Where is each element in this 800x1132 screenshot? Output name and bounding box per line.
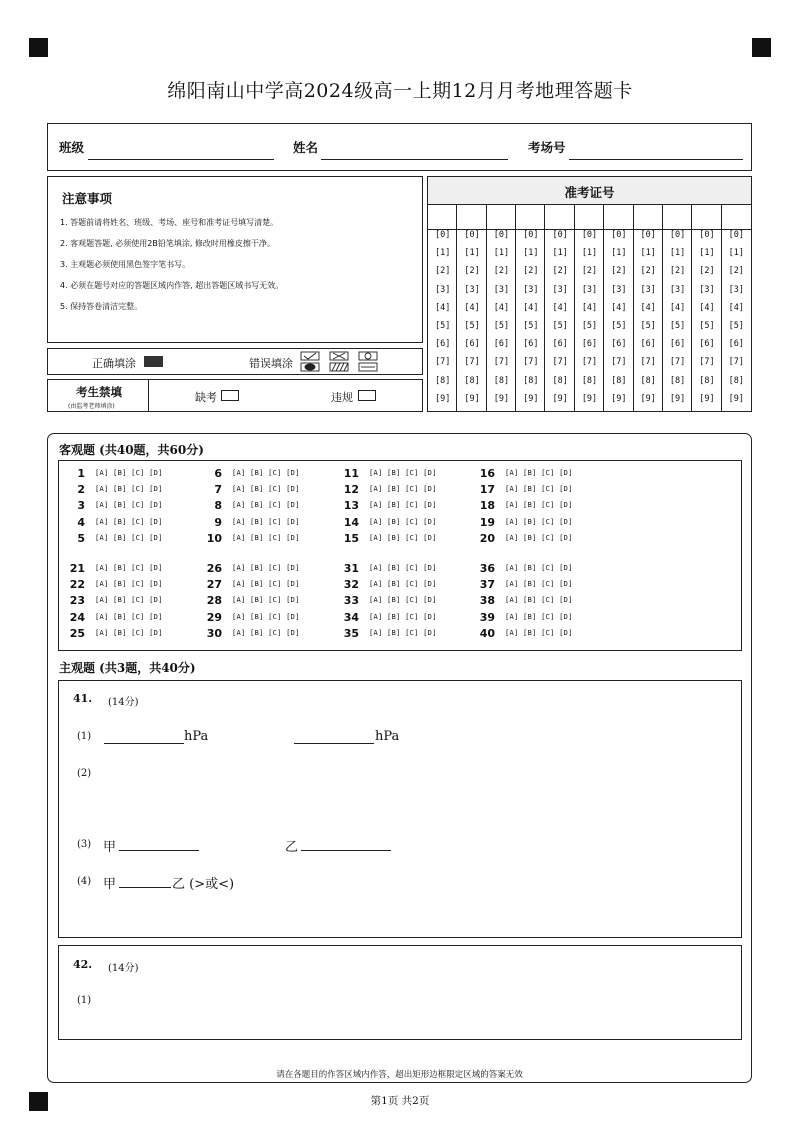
- admission-digit-bubble[interactable]: [3]: [669, 284, 686, 295]
- answer-options-abcd[interactable]: [A] [B] [C] [D]: [232, 533, 300, 542]
- admission-digit-bubble[interactable]: [2]: [669, 266, 686, 277]
- q41-part1-blank2[interactable]: [294, 743, 374, 744]
- absent-label: 缺考: [195, 391, 217, 404]
- q42-score: (14分): [108, 963, 139, 974]
- admission-digit-bubble[interactable]: [7]: [611, 357, 627, 368]
- admission-digit-bubble[interactable]: [5]: [640, 321, 656, 331]
- admission-digit-bubble[interactable]: [1]: [464, 248, 480, 259]
- question-number: 29: [206, 610, 222, 624]
- answer-options-abcd[interactable]: [A] [B] [C] [D]: [95, 485, 163, 494]
- admission-digit-bubble[interactable]: [5]: [435, 321, 451, 331]
- admission-digit-bubble[interactable]: [0]: [493, 230, 510, 240]
- answer-options-abcd[interactable]: [A] [B] [C] [D]: [232, 501, 300, 510]
- q41-part4-blank[interactable]: [119, 887, 171, 888]
- q41-part3-blank-yi[interactable]: [301, 850, 391, 851]
- admission-digit-bubble[interactable]: [6]: [611, 339, 627, 350]
- admission-digit-bubble[interactable]: [4]: [728, 302, 744, 313]
- question-number: 37: [479, 578, 495, 592]
- question-number: 7: [214, 483, 222, 497]
- wrong-fill-samples-icon: [300, 351, 382, 373]
- objective-grid: [58, 460, 742, 651]
- admission-digit-bubble[interactable]: [1]: [581, 248, 598, 259]
- q41-part3-label: (3): [77, 839, 92, 850]
- note-item: 2. 客观题答题, 必须使用2B铅笔填涂, 修改时用橡皮擦干净。: [60, 239, 275, 248]
- admission-digit-bubble[interactable]: [3]: [581, 284, 598, 295]
- question-number: 28: [206, 594, 222, 608]
- q41-part3-yi: 乙: [285, 840, 299, 855]
- admission-digit-bubble[interactable]: [0]: [523, 230, 539, 240]
- question-number: 13: [343, 499, 359, 513]
- question-number: 12: [343, 483, 359, 497]
- question-number: 35: [343, 626, 359, 640]
- admission-digit-bubble[interactable]: [0]: [699, 230, 715, 240]
- admission-digit-bubble[interactable]: [3]: [523, 284, 539, 295]
- admission-digit-bubble[interactable]: [8]: [435, 375, 451, 386]
- answer-options-abcd[interactable]: [A] [B] [C] [D]: [369, 469, 437, 477]
- admission-digit-bubble[interactable]: [4]: [523, 302, 539, 313]
- admission-heading: 准考证号: [564, 185, 615, 200]
- admission-digit-bubble[interactable]: [7]: [552, 357, 568, 368]
- admission-digit-bubble[interactable]: [8]: [611, 375, 627, 386]
- q41-number: 41.: [73, 692, 93, 705]
- admission-digit-bubble[interactable]: [3]: [464, 284, 480, 295]
- notes-heading: 注意事项: [62, 191, 113, 206]
- admission-digit-bubble[interactable]: [8]: [581, 375, 598, 386]
- answer-options-abcd[interactable]: [A] [B] [C] [D]: [232, 596, 300, 605]
- answer-options-abcd[interactable]: [A] [B] [C] [D]: [505, 485, 573, 494]
- admission-digit-bubble[interactable]: [3]: [552, 284, 568, 295]
- admission-number-box: [427, 176, 752, 412]
- question-number: 34: [343, 610, 359, 624]
- admission-digit-bubble[interactable]: [6]: [640, 339, 656, 350]
- answer-options-abcd[interactable]: [A] [B] [C] [D]: [232, 485, 300, 494]
- q41-part4-jia: 甲: [103, 877, 117, 892]
- admission-digit-bubble[interactable]: [9]: [435, 393, 451, 404]
- admission-digit-bubble[interactable]: [8]: [552, 375, 568, 386]
- answer-options-abcd[interactable]: [A] [B] [C] [D]: [369, 564, 437, 572]
- answer-options-abcd[interactable]: [A] [B] [C] [D]: [369, 628, 437, 637]
- page-title: 绵阳南山中学高2024级高一上期12月月考地理答题卡: [167, 80, 633, 102]
- question-number: 18: [479, 499, 495, 513]
- admission-digit-bubble[interactable]: [6]: [728, 339, 744, 350]
- question-number: 33: [343, 594, 359, 608]
- answer-options-abcd[interactable]: [A] [B] [C] [D]: [95, 517, 163, 526]
- answer-options-abcd[interactable]: [A] [B] [C] [D]: [369, 596, 437, 605]
- admission-digit-bubble[interactable]: [5]: [581, 321, 598, 331]
- exam-room-label: 考场号: [528, 140, 566, 155]
- admission-digit-bubble[interactable]: [5]: [523, 321, 539, 331]
- admission-digit-bubble[interactable]: [2]: [640, 266, 656, 277]
- admission-digit-bubble[interactable]: [7]: [728, 357, 744, 368]
- question-number: 40: [479, 626, 495, 640]
- absent-checkbox[interactable]: [221, 390, 239, 401]
- question-number: 5: [77, 531, 85, 545]
- answer-options-abcd[interactable]: [A] [B] [C] [D]: [95, 469, 163, 477]
- answer-options-abcd[interactable]: [A] [B] [C] [D]: [232, 628, 300, 637]
- answer-options-abcd[interactable]: [A] [B] [C] [D]: [505, 501, 573, 510]
- admission-digit-bubble[interactable]: [4]: [493, 302, 510, 313]
- question-42-box[interactable]: [58, 945, 742, 1040]
- admission-digit-bubble[interactable]: [3]: [699, 284, 715, 295]
- admission-digit-bubble[interactable]: [6]: [493, 339, 510, 350]
- admission-digit-bubble[interactable]: [1]: [640, 248, 656, 259]
- admission-digit-bubble[interactable]: [3]: [435, 284, 451, 295]
- question-number: 4: [77, 515, 85, 529]
- answer-options-abcd[interactable]: [A] [B] [C] [D]: [95, 533, 163, 542]
- class-label: 班级: [59, 140, 85, 155]
- admission-digit-bubble[interactable]: [5]: [552, 321, 568, 331]
- admission-digit-bubble[interactable]: [6]: [464, 339, 480, 350]
- answer-options-abcd[interactable]: [A] [B] [C] [D]: [95, 564, 163, 572]
- question-number: 20: [479, 531, 495, 545]
- q41-unit2: hPa: [375, 729, 400, 744]
- answer-options-abcd[interactable]: [A] [B] [C] [D]: [505, 580, 573, 589]
- admission-digit-bubble[interactable]: [9]: [728, 393, 744, 404]
- admission-digit-bubble[interactable]: [2]: [464, 266, 480, 277]
- admission-digit-bubble[interactable]: [9]: [464, 393, 480, 404]
- admission-digit-bubble[interactable]: [2]: [581, 266, 598, 277]
- exam-room-field[interactable]: [569, 159, 743, 160]
- answer-options-abcd[interactable]: [A] [B] [C] [D]: [369, 533, 437, 542]
- question-number: 24: [69, 610, 85, 624]
- answer-options-abcd[interactable]: [A] [B] [C] [D]: [232, 612, 300, 621]
- admission-digit-bubble[interactable]: [0]: [435, 230, 451, 240]
- subjective-heading: 主观题 (共3题，共40分): [59, 661, 196, 675]
- admission-digit-bubble[interactable]: [4]: [611, 302, 627, 313]
- correct-fill-sample: [144, 356, 163, 367]
- admission-digit-bubble[interactable]: [4]: [640, 302, 656, 313]
- question-number: 30: [206, 626, 222, 640]
- answer-options-abcd[interactable]: [A] [B] [C] [D]: [95, 596, 163, 605]
- q42-number: 42.: [73, 958, 93, 971]
- admission-digit-bubble[interactable]: [4]: [552, 302, 568, 313]
- question-number: 10: [206, 531, 222, 545]
- admission-digit-bubble[interactable]: [2]: [493, 266, 510, 277]
- violation-label: 违规: [331, 391, 353, 404]
- corner-mark-top-left: [29, 38, 48, 57]
- admission-digit-bubble[interactable]: [1]: [493, 248, 510, 259]
- admission-digit-bubble[interactable]: [7]: [435, 357, 451, 368]
- note-item: 4. 必须在题号对应的答题区域内作答, 超出答题区域书写无效。: [60, 281, 284, 290]
- admission-digit-bubble[interactable]: [3]: [493, 284, 510, 295]
- admission-digit-bubble[interactable]: [8]: [523, 375, 539, 386]
- notes-box: [47, 176, 423, 343]
- footer-warning: 请在各题目的作答区域内作答，超出矩形边框限定区域的答案无效: [276, 1070, 523, 1080]
- admission-digit-bubble[interactable]: [6]: [435, 339, 451, 350]
- admission-digit-bubble[interactable]: [6]: [552, 339, 568, 350]
- admission-digit-bubble[interactable]: [2]: [523, 266, 539, 277]
- question-number: 3: [77, 499, 85, 513]
- admission-digit-bubble[interactable]: [5]: [611, 321, 627, 331]
- admission-digit-bubble[interactable]: [5]: [464, 321, 480, 331]
- wrong-fill-label: 错误填涂: [249, 357, 293, 370]
- admission-digit-bubble[interactable]: [2]: [611, 266, 627, 277]
- violation-checkbox[interactable]: [358, 390, 376, 401]
- answer-options-abcd[interactable]: [A] [B] [C] [D]: [505, 469, 573, 477]
- question-number: 9: [214, 515, 222, 529]
- question-number: 32: [343, 578, 359, 592]
- examiner-only-box: [47, 379, 423, 412]
- admission-digit-bubble[interactable]: [5]: [669, 321, 686, 331]
- admission-digit-bubble[interactable]: [6]: [699, 339, 715, 350]
- answer-options-abcd[interactable]: [A] [B] [C] [D]: [95, 501, 163, 510]
- admission-digit-bubble[interactable]: [1]: [669, 248, 686, 259]
- objective-heading: 客观题 (共40题，共60分): [59, 443, 204, 457]
- admission-digit-grid: [428, 204, 751, 411]
- admission-digit-bubble[interactable]: [4]: [435, 302, 451, 313]
- admission-digit-bubble[interactable]: [6]: [581, 339, 598, 350]
- admission-digit-bubble[interactable]: [4]: [464, 302, 480, 313]
- answer-options-abcd[interactable]: [A] [B] [C] [D]: [95, 612, 163, 621]
- q41-part2-label: (2): [77, 768, 92, 779]
- admission-digit-bubble[interactable]: [2]: [552, 266, 568, 277]
- answer-options-abcd[interactable]: [A] [B] [C] [D]: [505, 628, 573, 637]
- admission-digit-bubble[interactable]: [7]: [640, 357, 656, 368]
- answer-options-abcd[interactable]: [A] [B] [C] [D]: [505, 612, 573, 621]
- admission-digit-bubble[interactable]: [1]: [523, 248, 539, 259]
- admission-digit-bubble[interactable]: [7]: [464, 357, 480, 368]
- admission-digit-bubble[interactable]: [1]: [552, 248, 568, 259]
- admission-digit-bubble[interactable]: [3]: [611, 284, 627, 295]
- admission-digit-bubble[interactable]: [1]: [699, 248, 715, 259]
- admission-digit-bubble[interactable]: [9]: [611, 393, 627, 404]
- admission-digit-bubble[interactable]: [9]: [699, 393, 715, 404]
- admission-digit-bubble[interactable]: [8]: [669, 375, 686, 386]
- name-field[interactable]: [321, 159, 508, 160]
- admission-digit-bubble[interactable]: [8]: [464, 375, 480, 386]
- answer-options-abcd[interactable]: [A] [B] [C] [D]: [505, 517, 573, 526]
- corner-mark-top-right: [752, 38, 771, 57]
- answer-options-abcd[interactable]: [A] [B] [C] [D]: [505, 596, 573, 605]
- question-number: 1: [77, 467, 85, 480]
- admission-digit-bubble[interactable]: [1]: [728, 248, 744, 259]
- admission-digit-bubble[interactable]: [9]: [581, 393, 598, 404]
- question-number: 11: [343, 467, 359, 480]
- admission-digit-bubble[interactable]: [7]: [699, 357, 715, 368]
- admission-digit-bubble[interactable]: [6]: [523, 339, 539, 350]
- question-number: 39: [479, 610, 495, 624]
- admission-digit-bubble[interactable]: [7]: [523, 357, 539, 368]
- note-item: 3. 主观题必须使用黑色签字笔书写。: [60, 260, 191, 269]
- admission-digit-bubble[interactable]: [3]: [728, 284, 744, 295]
- admission-digit-bubble[interactable]: [9]: [640, 393, 656, 404]
- q41-unit1: hPa: [184, 729, 209, 744]
- admission-digit-bubble[interactable]: [9]: [523, 393, 539, 404]
- q41-part1-blank1[interactable]: [104, 743, 184, 744]
- note-item: 5. 保持答卷清洁完整。: [60, 302, 143, 311]
- answer-options-abcd[interactable]: [A] [B] [C] [D]: [95, 580, 163, 589]
- admission-digit-bubble[interactable]: [9]: [552, 393, 568, 404]
- admission-digit-bubble[interactable]: [3]: [640, 284, 656, 295]
- question-number: 38: [479, 594, 495, 608]
- question-number: 16: [479, 467, 495, 480]
- answer-options-abcd[interactable]: [A] [B] [C] [D]: [505, 564, 573, 572]
- question-number: 17: [479, 483, 495, 497]
- q41-part4-label: (4): [77, 876, 92, 887]
- admission-digit-bubble[interactable]: [4]: [669, 302, 686, 313]
- answer-options-abcd[interactable]: [A] [B] [C] [D]: [369, 580, 437, 589]
- admission-digit-bubble[interactable]: [9]: [493, 393, 510, 404]
- admission-digit-bubble[interactable]: [5]: [728, 321, 744, 331]
- admission-digit-bubble[interactable]: [1]: [435, 248, 451, 259]
- question-41-box[interactable]: [58, 680, 742, 938]
- admission-digit-bubble[interactable]: [2]: [699, 266, 715, 277]
- answer-area: [47, 433, 752, 1083]
- question-number: 22: [69, 578, 85, 592]
- answer-options-abcd[interactable]: [A] [B] [C] [D]: [95, 628, 163, 637]
- admission-digit-bubble[interactable]: [0]: [464, 230, 480, 240]
- admission-digit-bubble[interactable]: [7]: [493, 357, 510, 368]
- admission-digit-bubble[interactable]: [7]: [669, 357, 686, 368]
- question-number: 14: [343, 515, 359, 529]
- q41-part3-blank-jia[interactable]: [119, 850, 199, 851]
- admission-digit-bubble[interactable]: [5]: [493, 321, 510, 331]
- class-field[interactable]: [88, 159, 274, 160]
- admission-digit-bubble[interactable]: [4]: [699, 302, 715, 313]
- admission-digit-bubble[interactable]: [7]: [581, 357, 598, 368]
- q41-part1-label: (1): [77, 731, 92, 742]
- admission-digit-bubble[interactable]: [0]: [728, 230, 744, 240]
- admission-digit-bubble[interactable]: [8]: [728, 375, 744, 386]
- question-number: 23: [69, 594, 85, 608]
- admission-digit-bubble[interactable]: [1]: [611, 248, 627, 259]
- admission-digit-bubble[interactable]: [0]: [552, 230, 568, 240]
- admission-digit-bubble[interactable]: [6]: [669, 339, 686, 350]
- answer-options-abcd[interactable]: [A] [B] [C] [D]: [369, 501, 437, 510]
- admission-digit-bubble[interactable]: [8]: [493, 375, 510, 386]
- page-number: 第1页 共2页: [370, 1095, 430, 1107]
- student-info-box: [47, 123, 752, 171]
- q41-score: (14分): [108, 697, 139, 708]
- question-number: 27: [206, 578, 222, 592]
- q41-part3-jia: 甲: [103, 840, 117, 855]
- question-number: 25: [69, 626, 85, 640]
- answer-options-abcd[interactable]: [A] [B] [C] [D]: [232, 580, 300, 589]
- q42-part1-label: (1): [77, 995, 92, 1006]
- answer-options-abcd[interactable]: [A] [B] [C] [D]: [369, 517, 437, 526]
- answer-options-abcd[interactable]: [A] [B] [C] [D]: [232, 517, 300, 526]
- admission-digit-bubble[interactable]: [0]: [611, 230, 627, 240]
- admission-digit-bubble[interactable]: [8]: [699, 375, 715, 386]
- answer-options-abcd[interactable]: [A] [B] [C] [D]: [232, 564, 300, 572]
- answer-options-abcd[interactable]: [A] [B] [C] [D]: [232, 469, 300, 477]
- examiner-only-sub: (由监考老师填涂): [68, 403, 115, 410]
- answer-options-abcd[interactable]: [A] [B] [C] [D]: [369, 485, 437, 494]
- question-number: 2: [77, 483, 85, 497]
- admission-digit-bubble[interactable]: [9]: [669, 393, 686, 404]
- admission-digit-bubble[interactable]: [8]: [640, 375, 656, 386]
- admission-digit-bubble[interactable]: [5]: [699, 321, 715, 331]
- admission-digit-bubble[interactable]: [0]: [581, 230, 598, 240]
- admission-digit-bubble[interactable]: [4]: [581, 302, 598, 313]
- fill-example-box: [47, 348, 423, 375]
- admission-digit-bubble[interactable]: [0]: [640, 230, 656, 240]
- question-number: 6: [214, 467, 222, 480]
- admission-digit-bubble[interactable]: [0]: [669, 230, 686, 240]
- answer-options-abcd[interactable]: [A] [B] [C] [D]: [505, 533, 573, 542]
- admission-digit-bubble[interactable]: [2]: [435, 266, 451, 277]
- question-number: 8: [214, 499, 222, 513]
- question-number: 19: [479, 515, 495, 529]
- name-label: 姓名: [293, 140, 319, 155]
- question-number: 21: [69, 562, 85, 575]
- admission-digit-bubble[interactable]: [2]: [728, 266, 744, 277]
- question-number: 31: [343, 562, 359, 575]
- examiner-only-label: 考生禁填: [76, 385, 122, 399]
- question-number: 36: [479, 562, 495, 575]
- answer-options-abcd[interactable]: [A] [B] [C] [D]: [369, 612, 437, 621]
- note-item: 1. 答题前请将姓名、班级、考场、座号和准考证号填写清楚。: [60, 218, 279, 227]
- correct-fill-label: 正确填涂: [92, 357, 136, 370]
- question-number: 26: [206, 562, 222, 575]
- question-number: 15: [343, 531, 359, 545]
- q41-part4-yi: 乙 (>或<): [172, 877, 235, 892]
